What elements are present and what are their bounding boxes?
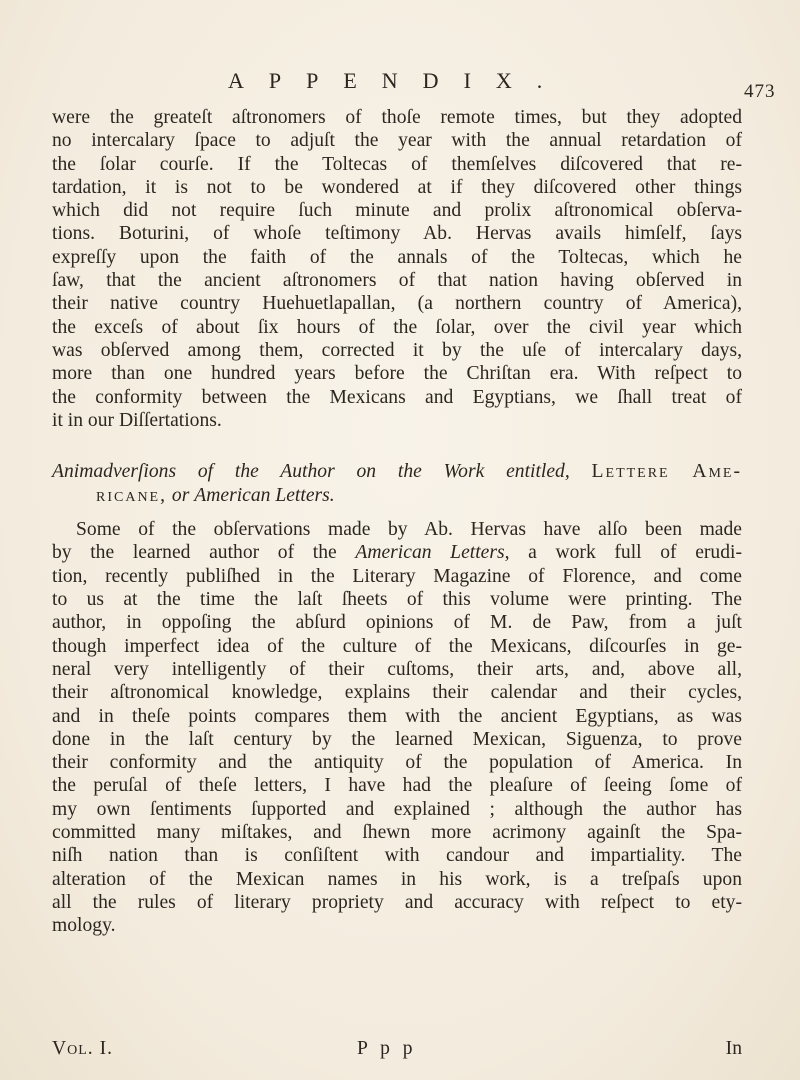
text-run: by the learned author of the bbox=[52, 542, 356, 564]
text-line: alteration of the Mexican names in his work, is a treſpaſs upon bbox=[52, 868, 742, 890]
heading-smallcaps: ricane, bbox=[96, 485, 168, 507]
text-line: the peruſal of theſe letters, I have had the pleaſure of ſeeing ſome of bbox=[52, 775, 742, 797]
heading-italic: American Letters. bbox=[194, 485, 335, 507]
text-run: , a work full of erudi- bbox=[504, 542, 742, 564]
heading-gap bbox=[52, 508, 742, 518]
running-title: APPENDIX. bbox=[228, 68, 568, 93]
text-line: it in our Diſſertations. bbox=[52, 409, 222, 431]
text-line: ſaw, that the ancient aſtronomers of that nation having obſerved in bbox=[52, 270, 742, 292]
text-line: all the rules of literary propriety and accuracy with reſpect to ety- bbox=[52, 891, 742, 913]
text-line: though imperfect idea of the culture of the Mexicans, diſcourſes in ge- bbox=[52, 635, 742, 657]
signature-mark: P p p bbox=[357, 1038, 417, 1059]
text-line: expreſſy upon the faith of the annals of the Toltecas, which he bbox=[52, 246, 742, 268]
body-text bbox=[52, 106, 742, 938]
catchword: In bbox=[725, 1038, 742, 1059]
heading-connector: or bbox=[171, 485, 190, 507]
paragraph-2 bbox=[52, 518, 742, 937]
text-line: the conformity between the Mexicans and Egyptians, we ſhall treat of bbox=[52, 386, 742, 408]
text-line: my own ſentiments ſupported and explained ; although the author has bbox=[52, 798, 742, 820]
text-line: tions. Boturini, of whoſe teſtimony Ab. Hervas avails himſelf, ſays bbox=[52, 223, 742, 245]
page-footer bbox=[52, 1036, 742, 1062]
section-heading bbox=[52, 460, 742, 508]
text-line: their native country Huehuetlapallan, (a northern country of America), bbox=[52, 293, 742, 315]
heading-italic: Animadverſions of the Author on the Work entitled, bbox=[52, 461, 570, 483]
text-line: the exceſs of about ſix hours of the ſolar, over the civil year which bbox=[52, 316, 742, 338]
running-head bbox=[0, 66, 800, 102]
page-number: 473 bbox=[744, 81, 776, 102]
text-line: their aſtronomical knowledge, explains their calendar and their cycles, bbox=[52, 682, 742, 704]
text-line: which did not require ſuch minute and prolix aſtronomical obſerva- bbox=[52, 200, 742, 222]
text-line: neral very intelligently of their cuſtoms, their arts, and, above all, bbox=[52, 658, 742, 680]
text-line: author, in oppoſing the abſurd opinions of M. de Paw, from a juſt bbox=[52, 612, 742, 634]
text-line: no intercalary ſpace to adjuſt the year with the annual retardation of bbox=[52, 130, 742, 152]
text-line: tardation, it is not to be wondered at if they diſcovered other things bbox=[52, 176, 742, 198]
heading-line bbox=[52, 460, 742, 484]
section-gap bbox=[52, 432, 742, 460]
volume-marker: Vol. I. bbox=[52, 1038, 114, 1059]
italic-title: American Letters bbox=[355, 542, 505, 564]
text-line: done in the laſt century by the learned Mexican, Siguenza, to prove bbox=[52, 728, 742, 750]
text-line bbox=[52, 541, 742, 564]
text-line: to us at the time the laſt ſheets of this volume were printing. The bbox=[52, 589, 742, 611]
heading-smallcaps: Lettere Ame- bbox=[591, 461, 743, 483]
text-line: and in theſe points compares them with the ancient Egyptians, as was bbox=[52, 705, 742, 727]
text-line: their conformity and the antiquity of the population of America. In bbox=[52, 752, 742, 774]
paragraph-1 bbox=[52, 106, 742, 432]
text-line: the ſolar courſe. If the Toltecas of themſelves diſcovered that re- bbox=[52, 153, 742, 175]
text-line: Some of the obſervations made by Ab. Hervas have alſo been made bbox=[76, 519, 742, 541]
heading-line bbox=[52, 484, 742, 508]
text-line: were the greateſt aſtronomers of thoſe remote times, but they adopted bbox=[52, 107, 742, 128]
text-line: niſh nation than is conſiſtent with candour and impartiality. The bbox=[52, 845, 742, 867]
text-line: mology. bbox=[52, 915, 116, 937]
text-line: was obſerved among them, corrected it by the uſe of intercalary days, bbox=[52, 339, 742, 361]
text-line: committed many miſtakes, and ſhewn more acrimony againſt the Spa- bbox=[52, 822, 742, 844]
text-line: more than one hundred years before the Chriſtan era. With reſpect to bbox=[52, 363, 742, 385]
text-line: tion, recently publiſhed in the Literary Magazine of Florence, and come bbox=[52, 565, 742, 587]
